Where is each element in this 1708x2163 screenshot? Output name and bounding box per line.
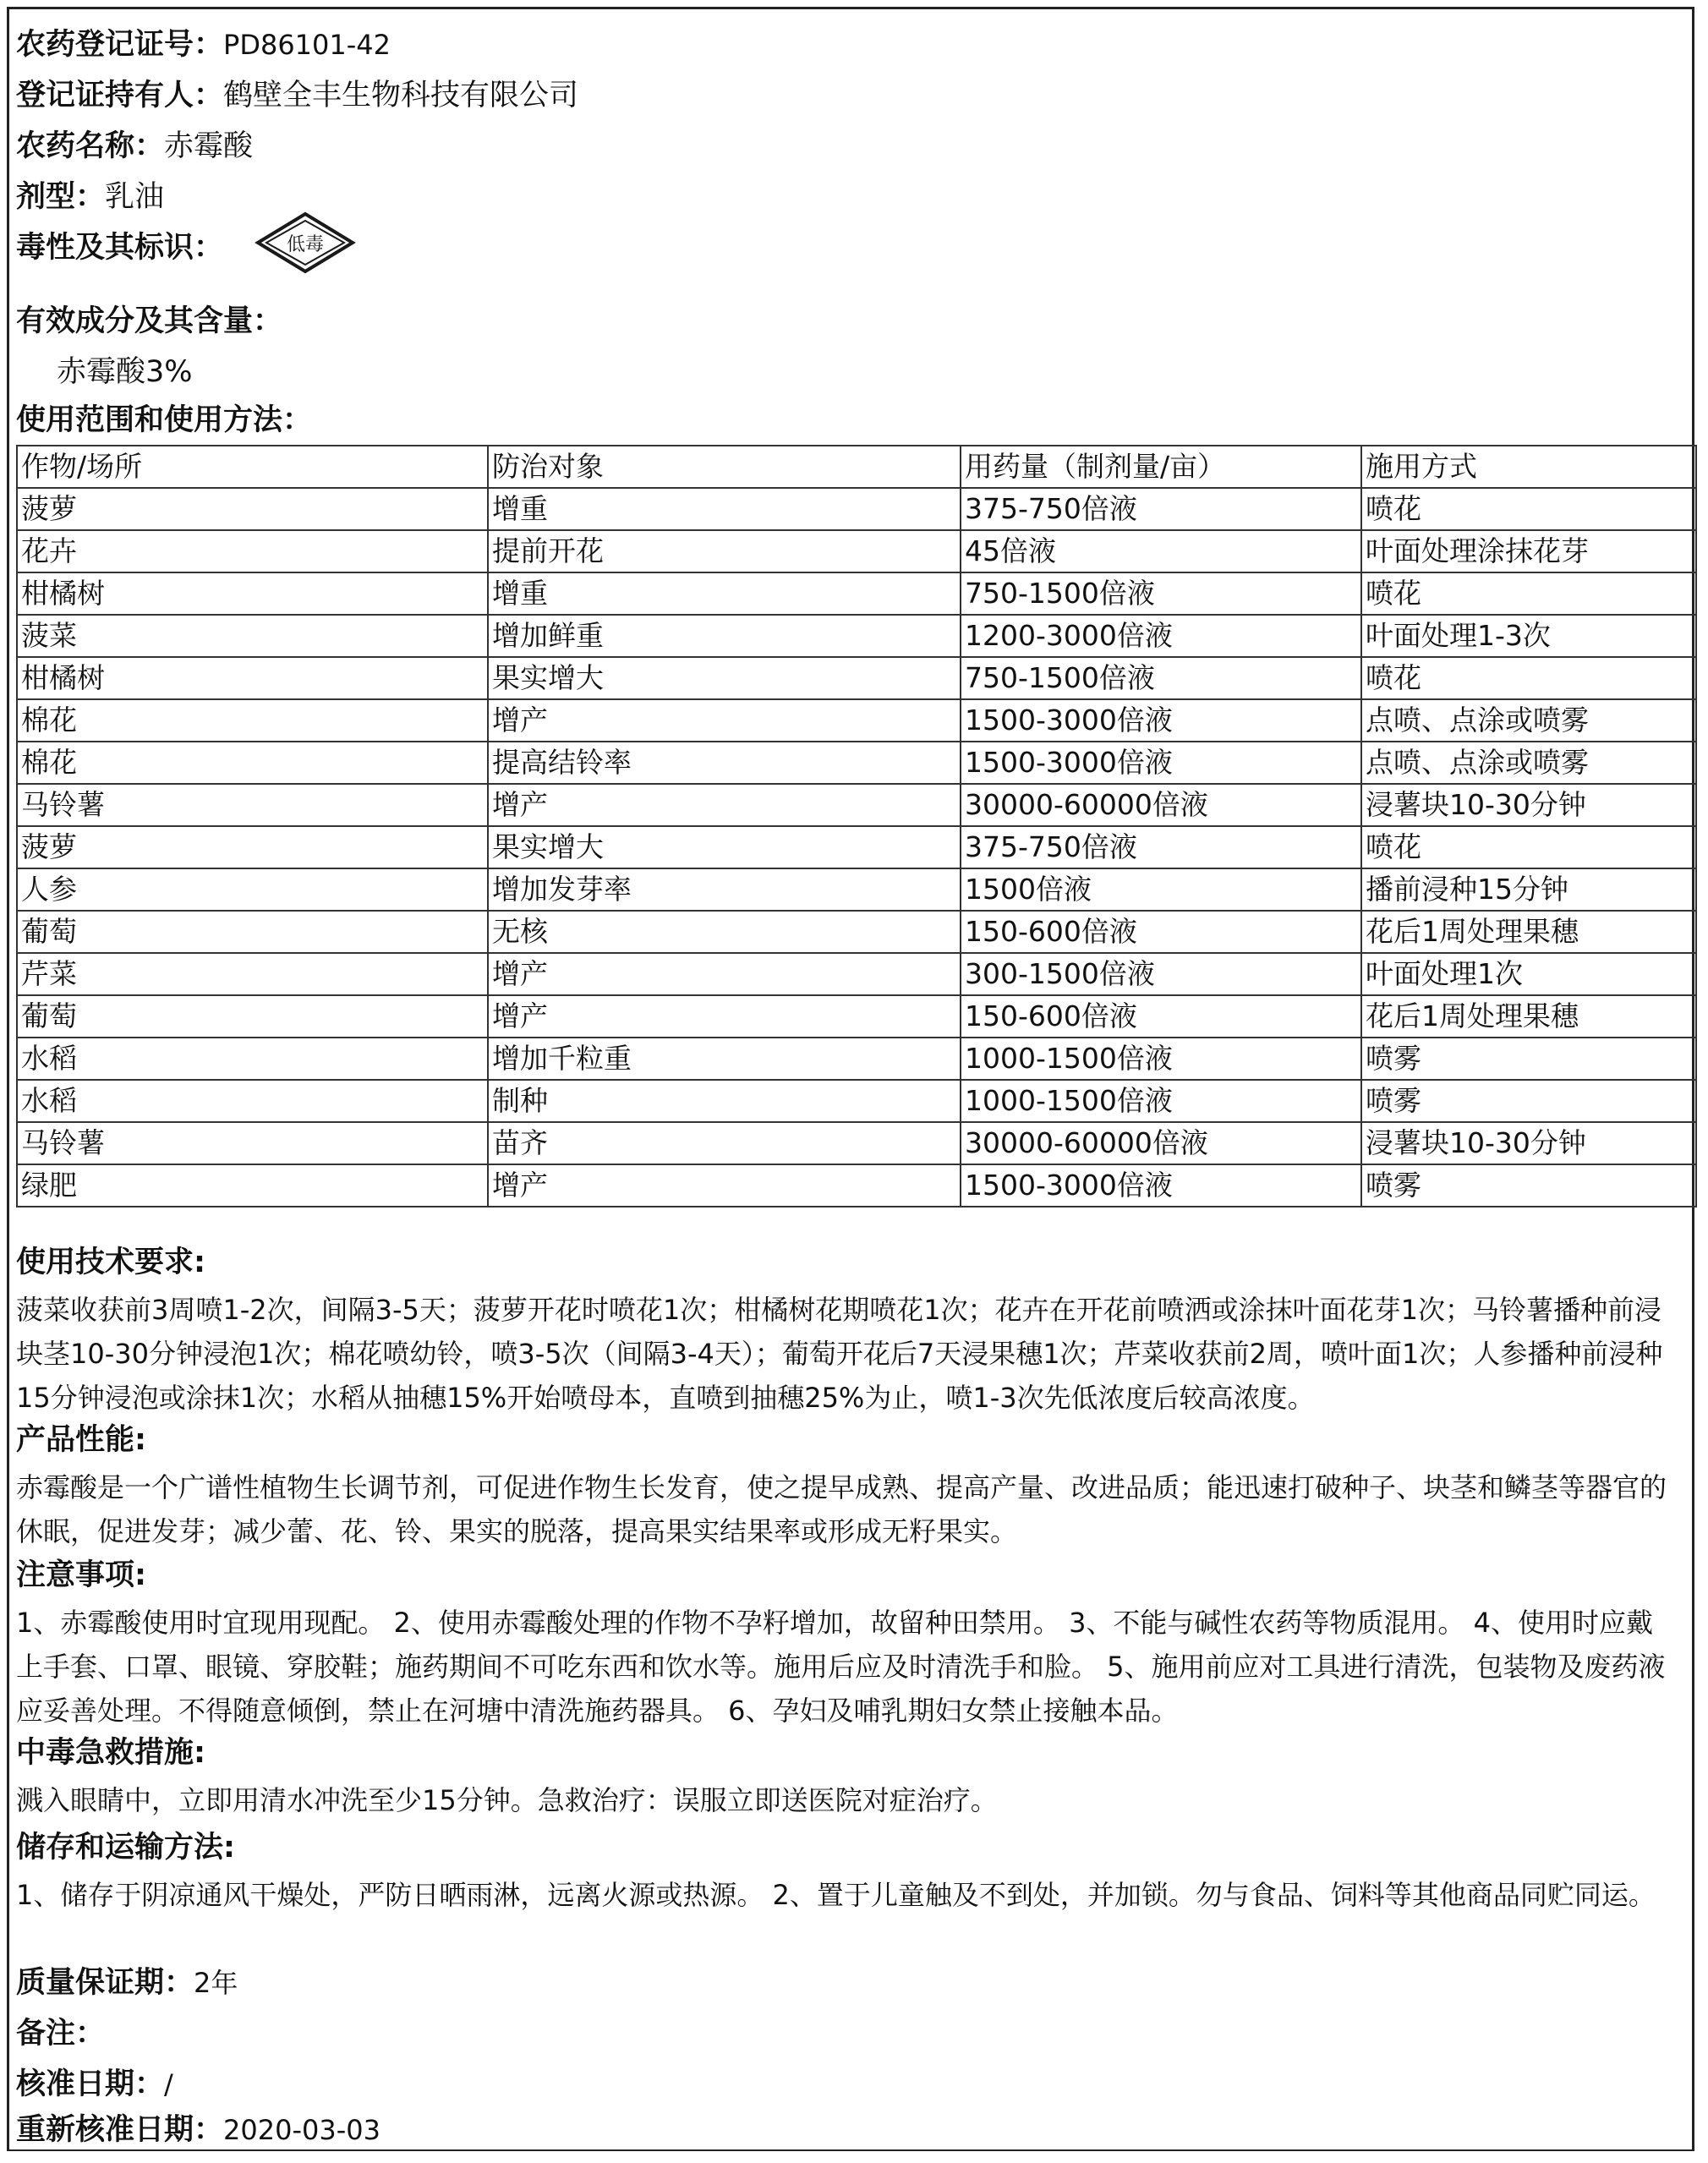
- table-cell: 菠萝: [17, 826, 488, 868]
- registration-label: 农药登记证号：: [16, 28, 224, 62]
- table-cell: 喷雾: [1361, 1038, 1696, 1080]
- table-cell: 增产: [488, 953, 961, 995]
- table-row: [17, 868, 1696, 911]
- storage-label: 储存和运输方法:: [16, 1831, 235, 1865]
- table-cell: 马铃薯: [17, 784, 488, 826]
- table-cell: 制种: [488, 1080, 961, 1122]
- table-cell: 水稻: [17, 1080, 488, 1122]
- table-cell: 棉花: [17, 742, 488, 784]
- table-cell: 叶面处理涂抹花芽: [1361, 530, 1696, 572]
- shelf-life-label: 质量保证期：: [16, 1966, 194, 2000]
- table-cell: 1200-3000倍液: [961, 615, 1361, 657]
- shelf-life-row: [16, 1963, 1685, 2003]
- tech-label: 使用技术要求:: [16, 1246, 205, 1279]
- registration-row: [16, 25, 1685, 65]
- table-cell: 柑橘树: [17, 572, 488, 615]
- table-cell: 喷花: [1361, 826, 1696, 868]
- performance-text: 赤霉酸是一个广谱性植物生长调节剂，可促进作物生长发育，使之提早成熟、提高产量、改进品质；能迅速打破种子、块茎和鳞茎等器官的休眠，促进发芽；减少蕾、花、铃、果实的脱落，提高果实结果率或形成无籽果实。: [16, 1471, 1667, 1547]
- table-row: [17, 1038, 1696, 1080]
- ingredient-label: 有效成分及其含量：: [16, 304, 283, 338]
- table-header-cell: 作物/场所: [17, 446, 488, 488]
- table-cell: 1000-1500倍液: [961, 1080, 1361, 1122]
- table-cell: 750-1500倍液: [961, 572, 1361, 615]
- table-cell: 增加千粒重: [488, 1038, 961, 1080]
- table-cell: 45倍液: [961, 530, 1361, 572]
- table-cell: 柑橘树: [17, 657, 488, 699]
- toxicity-badge-text: 低毒: [286, 234, 325, 255]
- ingredient-row: [16, 301, 1685, 342]
- table-row: [17, 488, 1696, 530]
- table-cell: 1500-3000倍液: [961, 699, 1361, 742]
- table-row: [17, 784, 1696, 826]
- table-header-cell: 施用方式: [1361, 446, 1696, 488]
- table-cell: 叶面处理1次: [1361, 953, 1696, 995]
- formulation-value: 乳油: [105, 180, 165, 214]
- table-cell: 喷花: [1361, 657, 1696, 699]
- table-row: [17, 1122, 1696, 1164]
- name-value: 赤霉酸: [164, 129, 254, 163]
- table-cell: 增产: [488, 995, 961, 1038]
- remarks-label: 备注：: [16, 2017, 106, 2051]
- table-cell: 马铃薯: [17, 1122, 488, 1164]
- tech-text: 菠菜收获前3周喷1-2次，间隔3-5天；菠萝开花时喷花1次；柑橘树花期喷花1次；花卉在开花前喷洒或涂抹叶面花芽1次；马铃薯播种前浸块茎10-30分钟浸泡1次；棉花喷幼铃，喷3-5次（间隔3-4天）；葡萄开花后7天浸果穗1次；芹菜收获前2周，喷叶面1次；人参播种前浸种15分钟浸泡或涂抹1次；水稻从抽穗15%开始喷母本，直喷到抽穗25%为止，喷1-3次先低浓度后较高浓度。: [16, 1294, 1663, 1414]
- reapproval-label: 重新核准日期：: [16, 2113, 224, 2147]
- table-cell: 150-600倍液: [961, 911, 1361, 953]
- table-cell: 增产: [488, 784, 961, 826]
- table-cell: 1500-3000倍液: [961, 1164, 1361, 1207]
- name-label: 农药名称：: [16, 129, 165, 163]
- usage-title-row: [16, 400, 1685, 441]
- reapproval-row: [16, 2110, 1685, 2150]
- table-cell: 点喷、点涂或喷雾: [1361, 742, 1696, 784]
- table-cell: 1500倍液: [961, 868, 1361, 911]
- caution-text: 1、赤霉酸使用时宜现用现配。 2、使用赤霉酸处理的作物不孕籽增加，故留种田禁用。 3、不能与碱性农药等物质混用。 4、使用时应戴上手套、口罩、眼镜、穿胶鞋；施药期间不可吃东西和饮水等。施用后应及时清洗手和脸。 5、施用前应对工具进行清洗，包装物及废药液应妥善处理。不得随意倾倒，禁止在河塘中清洗施药器具。 6、孕妇及哺乳期妇女禁止接触本品。: [16, 1607, 1666, 1727]
- table-cell: 300-1500倍液: [961, 953, 1361, 995]
- ingredient-value: 赤霉酸3%: [57, 355, 193, 389]
- approval-row: [16, 2064, 1685, 2105]
- table-cell: 浸薯块10-30分钟: [1361, 1122, 1696, 1164]
- table-header-cell: 防治对象: [488, 446, 961, 488]
- table-cell: 绿肥: [17, 1164, 488, 1207]
- table-row: [17, 699, 1696, 742]
- ingredient-value-row: [16, 352, 1685, 392]
- storage-title-row: [16, 1827, 1685, 1868]
- table-cell: 增加发芽率: [488, 868, 961, 911]
- table-cell: 喷花: [1361, 488, 1696, 530]
- table-cell: 浸薯块10-30分钟: [1361, 784, 1696, 826]
- table-cell: 增重: [488, 488, 961, 530]
- table-row: [17, 530, 1696, 572]
- table-cell: 1000-1500倍液: [961, 1038, 1361, 1080]
- approval-value: /: [164, 2068, 173, 2100]
- table-cell: 果实增大: [488, 657, 961, 699]
- table-cell: 喷花: [1361, 572, 1696, 615]
- shelf-life-value: 2年: [194, 1967, 238, 1999]
- table-cell: 375-750倍液: [961, 826, 1361, 868]
- tech-title-row: [16, 1242, 1685, 1283]
- table-row: [17, 995, 1696, 1038]
- performance-label: 产品性能:: [16, 1423, 146, 1457]
- firstaid-text: 溅入眼睛中，立即用清水冲洗至少15分钟。急救治疗：误服立即送医院对症治疗。: [16, 1784, 998, 1816]
- table-cell: 增加鲜重: [488, 615, 961, 657]
- table-cell: 芹菜: [17, 953, 488, 995]
- table-row: [17, 1164, 1696, 1207]
- toxicity-label: 毒性及其标识：: [16, 231, 224, 265]
- table-cell: 点喷、点涂或喷雾: [1361, 699, 1696, 742]
- table-row: [17, 953, 1696, 995]
- table-cell: 花后1周处理果穗: [1361, 995, 1696, 1038]
- table-cell: 花卉: [17, 530, 488, 572]
- table-row: [17, 911, 1696, 953]
- table-cell: 增重: [488, 572, 961, 615]
- table-cell: 苗齐: [488, 1122, 961, 1164]
- holder-row: [16, 75, 1685, 116]
- table-cell: 30000-60000倍液: [961, 1122, 1361, 1164]
- table-row: [17, 572, 1696, 615]
- table-cell: 菠萝: [17, 488, 488, 530]
- name-row: [16, 126, 1685, 167]
- table-cell: 750-1500倍液: [961, 657, 1361, 699]
- table-cell: 叶面处理1-3次: [1361, 615, 1696, 657]
- table-header-row: [17, 446, 1696, 488]
- table-cell: 无核: [488, 911, 961, 953]
- table-cell: 人参: [17, 868, 488, 911]
- table-cell: 喷雾: [1361, 1080, 1696, 1122]
- approval-label: 核准日期：: [16, 2067, 165, 2101]
- usage-table: [16, 445, 1697, 1207]
- table-cell: 150-600倍液: [961, 995, 1361, 1038]
- holder-value: 鹤壁全丰生物科技有限公司: [223, 79, 579, 112]
- registration-value: PD86101-42: [223, 29, 391, 61]
- table-cell: 菠菜: [17, 615, 488, 657]
- table-header-cell: 用药量（制剂量/亩）: [961, 446, 1361, 488]
- performance-title-row: [16, 1420, 1685, 1460]
- table-cell: 播前浸种15分钟: [1361, 868, 1696, 911]
- caution-title-row: [16, 1555, 1685, 1596]
- table-cell: 提前开花: [488, 530, 961, 572]
- table-cell: 果实增大: [488, 826, 961, 868]
- table-row: [17, 826, 1696, 868]
- holder-label: 登记证持有人：: [16, 79, 224, 112]
- firstaid-title-row: [16, 1733, 1685, 1773]
- storage-text: 1、储存于阴凉通风干燥处，严防日晒雨淋，远离火源或热源。 2、置于儿童触及不到处，并加锁。勿与食品、饲料等其他商品同贮同运。: [16, 1879, 1656, 1911]
- table-cell: 葡萄: [17, 911, 488, 953]
- firstaid-label: 中毒急救措施:: [16, 1736, 205, 1770]
- table-row: [17, 742, 1696, 784]
- table-cell: 增产: [488, 1164, 961, 1207]
- table-cell: 棉花: [17, 699, 488, 742]
- label-document: [7, 7, 1694, 2151]
- table-cell: 葡萄: [17, 995, 488, 1038]
- low-toxicity-icon: [255, 209, 356, 277]
- table-row: [17, 1080, 1696, 1122]
- caution-label: 注意事项:: [16, 1558, 146, 1592]
- formulation-label: 剂型：: [16, 180, 106, 214]
- table-row: [17, 657, 1696, 699]
- remarks-row: [16, 2013, 1685, 2054]
- table-cell: 30000-60000倍液: [961, 784, 1361, 826]
- reapproval-value: 2020-03-03: [223, 2114, 380, 2146]
- table-cell: 水稻: [17, 1038, 488, 1080]
- table-cell: 375-750倍液: [961, 488, 1361, 530]
- table-cell: 喷雾: [1361, 1164, 1696, 1207]
- usage-label: 使用范围和使用方法：: [16, 403, 313, 437]
- table-cell: 提高结铃率: [488, 742, 961, 784]
- table-cell: 花后1周处理果穗: [1361, 911, 1696, 953]
- table-cell: 1500-3000倍液: [961, 742, 1361, 784]
- table-row: [17, 615, 1696, 657]
- table-cell: 增产: [488, 699, 961, 742]
